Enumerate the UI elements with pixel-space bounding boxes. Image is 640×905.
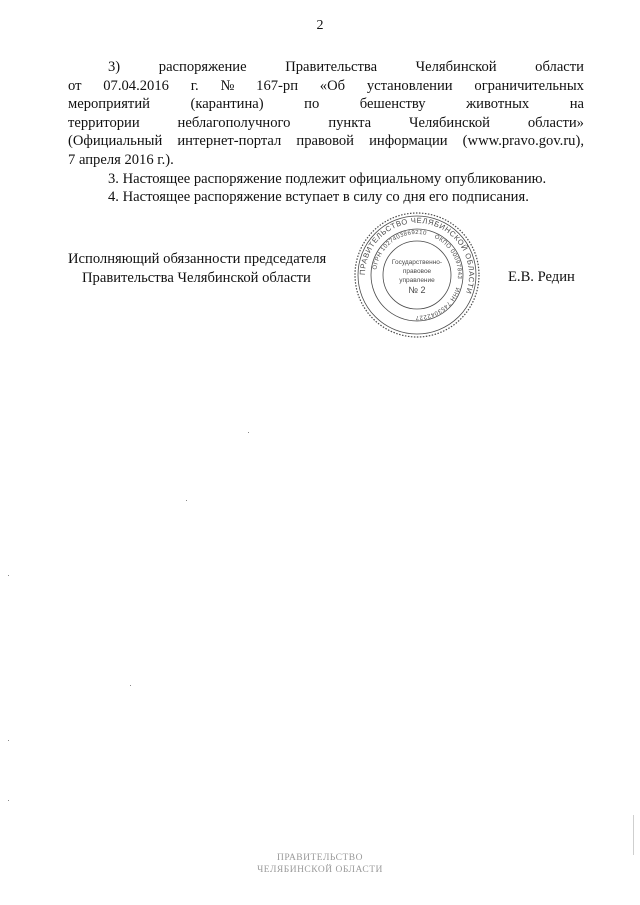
word: 07.04.2016	[103, 77, 169, 94]
word: пункта	[328, 114, 372, 131]
word: ограничительных	[474, 77, 584, 94]
paragraph-3: 3. Настоящее распоряжение подлежит официальному опубликованию.	[108, 170, 547, 187]
position-line-2: Правительства Челябинской области	[82, 269, 311, 286]
word: на	[569, 96, 584, 113]
page-number: 2	[316, 18, 324, 33]
seal-center-text	[392, 259, 442, 295]
paragraph-4: 4. Настоящее распоряжение вступает в силу со дня его подписания.	[108, 189, 529, 206]
item3-line4	[68, 114, 584, 133]
scan-speck	[130, 685, 131, 686]
scan-speck	[8, 800, 9, 801]
word: Челябинской	[409, 114, 490, 131]
word: животных	[466, 96, 530, 113]
word: Правительства	[285, 59, 378, 75]
seal-inner-line-1: Государственно-	[391, 259, 443, 266]
footer-line-1: ПРАВИТЕЛЬСТВО	[277, 853, 363, 863]
word: области»	[527, 114, 584, 131]
seal-outer-text: ПРАВИТЕЛЬСТВО ЧЕЛЯБИНСКОЙ ОБЛАСТИ	[357, 215, 477, 296]
word: правовой	[296, 133, 354, 150]
signatory-position	[68, 250, 326, 287]
official-seal	[352, 210, 482, 340]
item3-line6: 7 апреля 2016 г.).	[68, 151, 174, 168]
word: территории	[68, 114, 140, 131]
seal-registration-text: ОГРН 1027403869210 ОКПО 00097843 ИНН 7453042227	[372, 229, 463, 321]
seal-inner-line-4: № 2	[408, 285, 426, 295]
word: области	[535, 59, 584, 75]
seal-inner-line-2: правовое	[402, 268, 432, 275]
word: бешенству	[359, 96, 426, 113]
item3-line1	[68, 58, 584, 77]
item3-line2	[68, 77, 584, 96]
word: распоряжение	[158, 59, 247, 75]
word: (карантина)	[190, 96, 264, 113]
word: мероприятий	[68, 96, 150, 113]
word: Челябинской	[415, 59, 497, 75]
footer-line-2: ЧЕЛЯБИНСКОЙ ОБЛАСТИ	[257, 865, 383, 875]
footer-watermark	[0, 852, 640, 876]
scan-speck	[8, 575, 9, 576]
word: (www.pravo.gov.ru),	[462, 133, 584, 150]
word: 3)	[108, 59, 121, 75]
document-body	[68, 58, 584, 207]
word: интернет-портал	[177, 133, 282, 150]
scan-speck	[248, 432, 249, 433]
word: «Об	[319, 77, 346, 94]
item3-line5	[68, 132, 584, 151]
scan-speck	[186, 500, 187, 501]
word: неблагополучного	[177, 114, 291, 131]
word: 167-рп	[256, 77, 299, 94]
word: г.	[190, 77, 199, 94]
word: от	[68, 77, 82, 94]
signatory-name: Е.В. Редин	[508, 269, 575, 285]
word: (Официальный	[68, 133, 163, 150]
position-line-1: Исполняющий обязанности председателя	[68, 251, 327, 267]
word: №	[220, 77, 235, 94]
scan-speck	[8, 740, 9, 741]
scan-edge-line	[633, 815, 634, 855]
word: установлении	[366, 77, 453, 94]
word: по	[304, 96, 320, 113]
seal-inner-line-3: управление	[399, 277, 435, 284]
word: информации	[369, 133, 448, 150]
item3-line3	[68, 95, 584, 114]
